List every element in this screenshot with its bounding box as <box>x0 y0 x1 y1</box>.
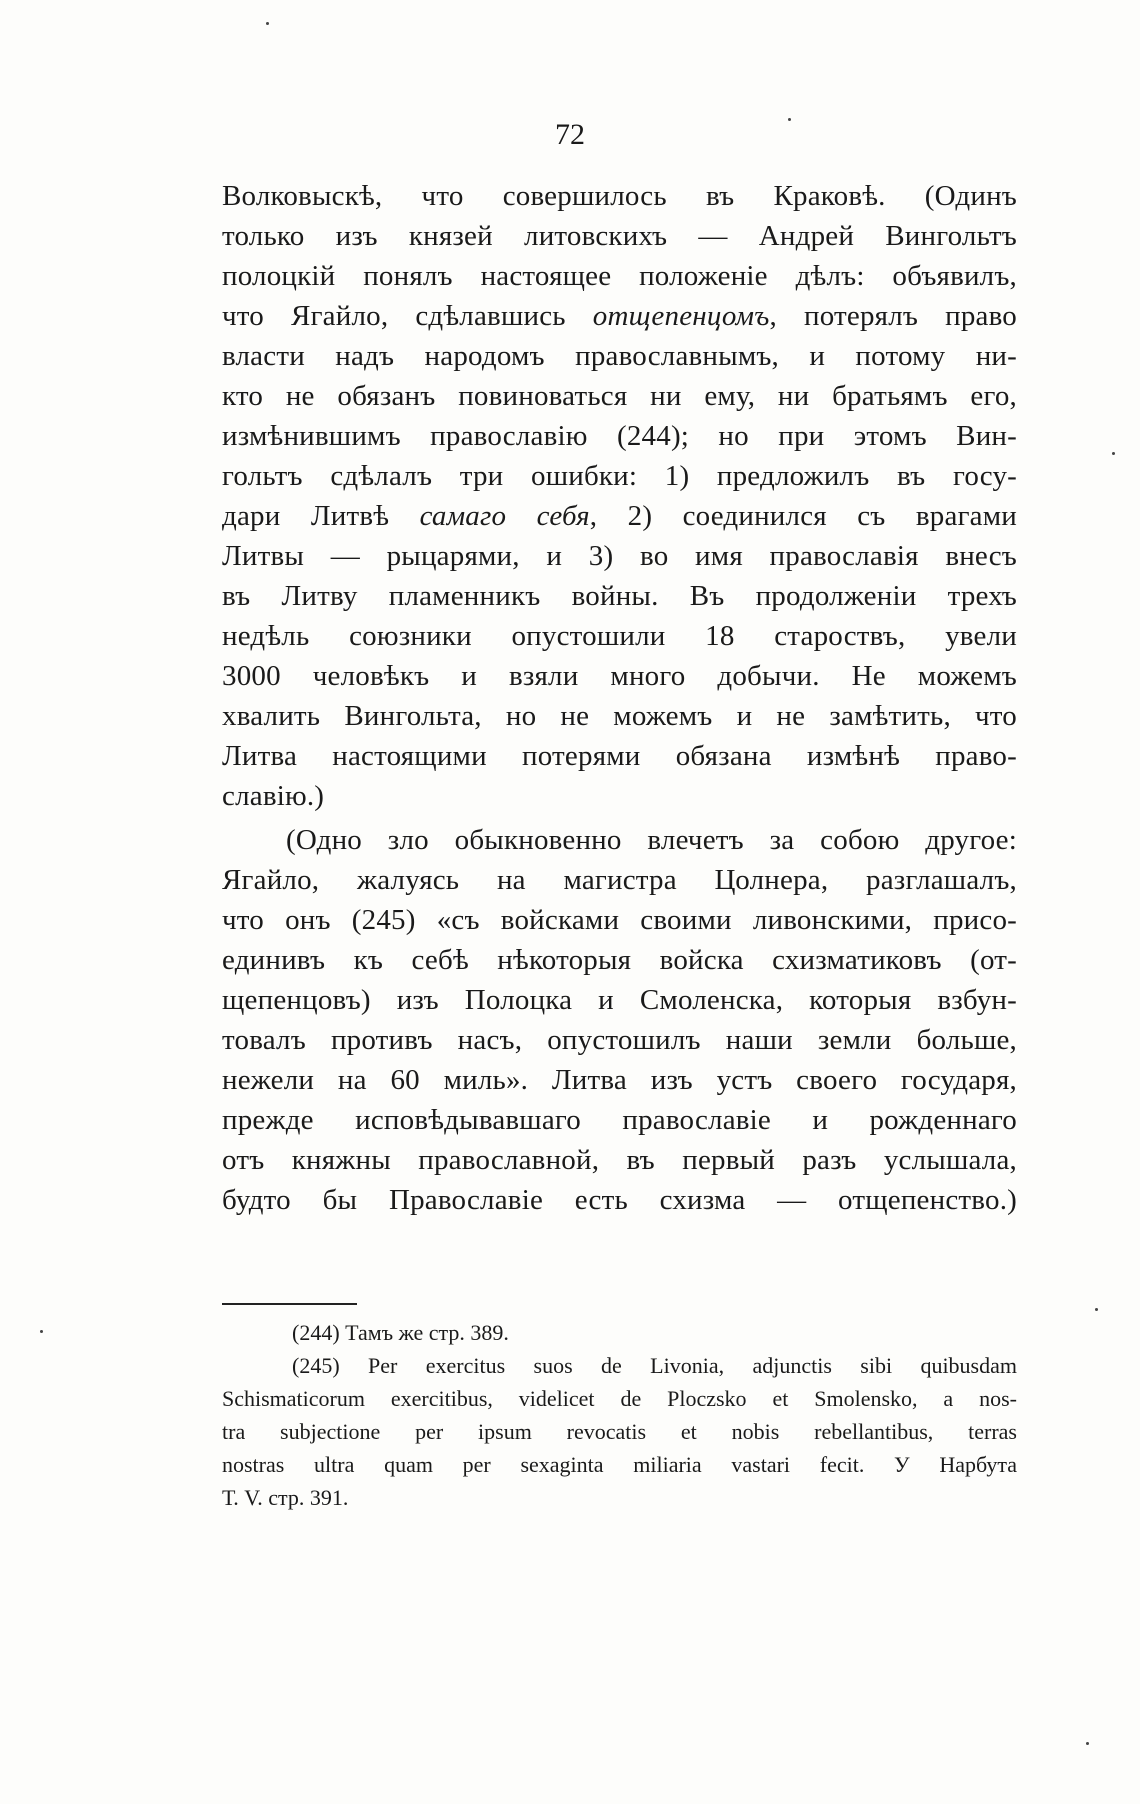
text-line: будто бы Православіе есть схизма — отщепенство.) <box>222 1184 1017 1216</box>
text-line: измѣнившимъ православію (244); но при этомъ Вин- <box>222 420 1017 452</box>
text-line: недѣль союзники опустошили 18 староствъ, увели <box>222 620 1017 652</box>
text-line: единивъ къ себѣ нѣкоторыя войска схизматиковъ (от- <box>222 944 1017 976</box>
footnote-245-line: tra subjectione per ipsum revocatis et nobis rebellantibus, terras <box>222 1419 1017 1444</box>
text-line: Литвы — рыцарями, и 3) во имя православія внесъ <box>222 540 1017 572</box>
footnote-244: (244) Тамъ же стр. 389. <box>292 1320 509 1345</box>
text-line: что онъ (245) «съ войсками своими ливонскими, присо- <box>222 904 1017 936</box>
text-line: Волковыскѣ, что совершилось въ Краковѣ. (Одинъ <box>222 180 1017 212</box>
footnote-245-line: Т. V. стр. 391. <box>222 1485 349 1510</box>
scan-speck <box>1086 1742 1089 1745</box>
scan-speck <box>40 1330 43 1333</box>
footnote-245: (245) Per exercitus suos de Livonia, adjunctis sibi quibusdam <box>292 1353 1017 1378</box>
footnote-separator <box>222 1303 357 1305</box>
footnote-245-line: Schismaticorum exercitibus, videlicet de Ploczsko et Smolensko, a nos- <box>222 1386 1017 1411</box>
text-line: Ягайло, жалуясь на магистра Цолнера, разглашалъ, <box>222 864 1017 896</box>
text-line: полоцкій понялъ настоящее положеніе дѣлъ: объявилъ, <box>222 260 1017 292</box>
main-text <box>222 176 1017 1220</box>
text-line: 3000 человѣкъ и взяли много добычи. Не можемъ <box>222 660 1017 692</box>
text-line: щепенцовъ) изъ Полоцка и Смоленска, которыя взбун- <box>222 984 1017 1016</box>
text-line: (Одно зло обыкновенно влечетъ за собою другое: <box>286 824 1017 856</box>
scan-speck <box>788 118 791 121</box>
scan-speck <box>266 22 269 25</box>
footnotes <box>222 1316 1017 1514</box>
text-line: хвалить Вингольта, но не можемъ и не замѣтить, что <box>222 700 1017 732</box>
text-line: дари Литвѣ самаго себя, 2) соединился съ врагами <box>222 500 1018 532</box>
italic-term: самаго себя <box>419 500 590 532</box>
text-line: только изъ князей литовскихъ — Андрей Вингольтъ <box>222 220 1017 252</box>
text-line: отъ княжны православной, въ первый разъ услышала, <box>222 1144 1017 1176</box>
text-line: товалъ противъ насъ, опустошилъ наши земли больше, <box>222 1024 1017 1056</box>
text-line: кто не обязанъ повиноваться ни ему, ни братьямъ его, <box>222 380 1017 412</box>
italic-term: отщепенцомъ <box>592 300 770 332</box>
paragraph-1 <box>222 176 1017 816</box>
text-line: славію.) <box>222 780 325 812</box>
scan-speck <box>1095 1308 1098 1311</box>
footnote-245-line: nostras ultra quam per sexaginta miliaria vastari fecit. У Нарбута <box>222 1452 1017 1477</box>
text-line: гольтъ сдѣлалъ три ошибки: 1) предложилъ въ госу- <box>222 460 1017 492</box>
page-number: 72 <box>555 118 585 151</box>
text-line: что Ягайло, сдѣлавшись отщепенцомъ, потерялъ право <box>222 300 1018 332</box>
text-line: нежели на 60 миль». Литва изъ устъ своего государя, <box>222 1064 1017 1096</box>
paragraph-2 <box>222 820 1017 1220</box>
text-line: власти надъ народомъ православнымъ, и потому ни- <box>222 340 1017 372</box>
text-line: въ Литву пламенникъ войны. Въ продолженіи трехъ <box>222 580 1017 612</box>
text-line: Литва настоящими потерями обязана измѣнѣ право- <box>222 740 1017 772</box>
text-line: прежде исповѣдывавшаго православіе и рожденнаго <box>222 1104 1017 1136</box>
scan-speck <box>1112 452 1115 455</box>
